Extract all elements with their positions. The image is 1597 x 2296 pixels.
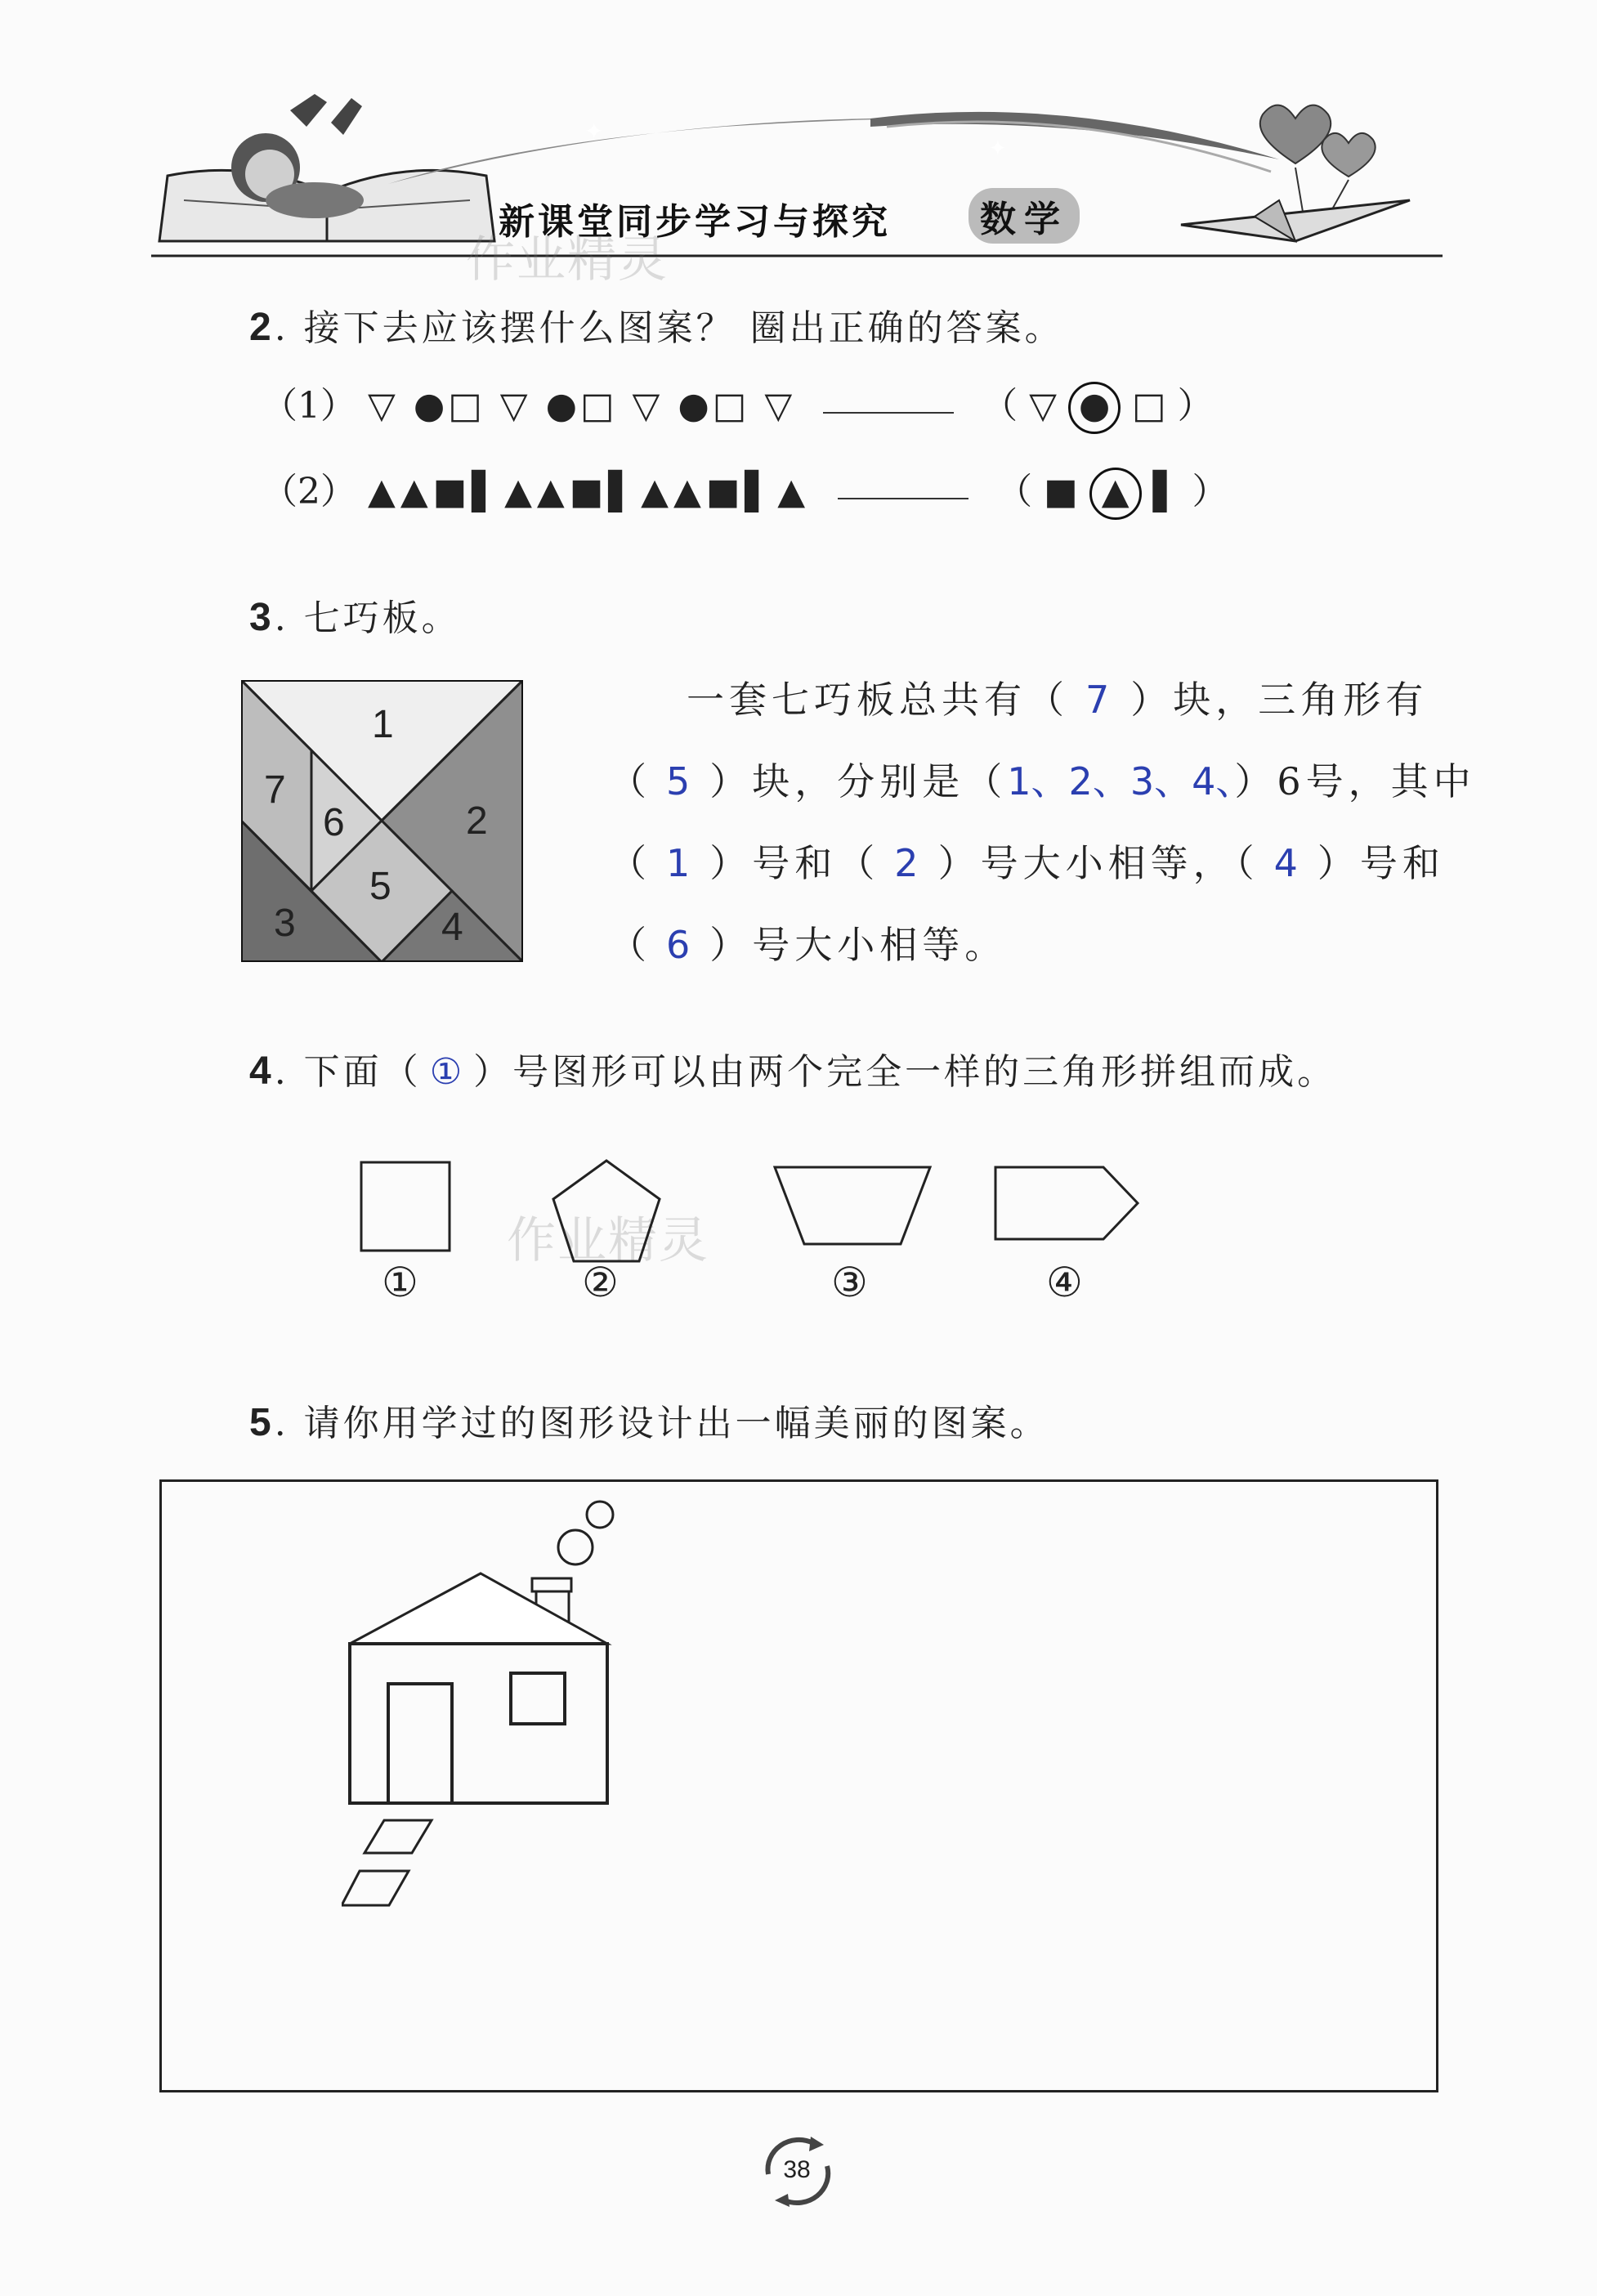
smoke-bubble <box>587 1502 613 1528</box>
svg-text:✦: ✦ <box>584 118 604 145</box>
answer-blank <box>838 490 968 499</box>
page-number-badge <box>752 2133 842 2207</box>
piece-label: 2 <box>466 799 488 843</box>
piece-label: 4 <box>441 906 463 949</box>
option: ■ <box>1044 471 1078 512</box>
shape-square <box>361 1162 450 1251</box>
shape-label: ④ <box>1046 1259 1083 1306</box>
option: ▽ <box>1029 385 1058 427</box>
stepping-stone <box>342 1871 409 1905</box>
answer: 7 <box>1085 678 1115 722</box>
q2-row-1: （1） ▽ ●□ ▽ ●□ ▽ ●□ ▽ （ ▽ ● □ ） <box>262 376 1214 434</box>
pattern-sequence: ▲▲■▌▲▲■▌▲▲■▌▲ <box>368 471 811 512</box>
row-label: （2） <box>262 471 356 512</box>
tangram-figure <box>241 680 523 962</box>
q3-line-4: （ 6 ）号大小相等。 <box>609 923 1008 967</box>
option: ● <box>1078 385 1111 427</box>
option: □ <box>1132 385 1166 427</box>
q3-line-1: 一套七巧板总共有（ 7 ）块，三角形有 <box>687 678 1429 722</box>
page-header <box>151 78 1443 266</box>
question-number: 3 <box>249 596 275 639</box>
option-circled <box>1068 382 1121 434</box>
chimney <box>532 1578 571 1591</box>
answer-blank <box>823 404 954 414</box>
answer: 1 <box>666 841 696 885</box>
answer: 5 <box>666 759 696 803</box>
q3-line-2: （ 5 ）块，分别是（1、2、3、4、）6号，其中 <box>609 759 1476 803</box>
answer: ① <box>429 1051 466 1093</box>
piece-label: 1 <box>372 703 394 746</box>
question-number: 4 <box>249 1050 275 1093</box>
piece-label: 5 <box>369 865 391 908</box>
smoke-bubble <box>558 1530 593 1564</box>
piece-label: 7 <box>264 768 286 812</box>
page-number: 38 <box>783 2156 811 2183</box>
shape-pentagon <box>553 1161 660 1261</box>
book-title: 新课堂同步学习与探究 <box>499 201 891 243</box>
option-circled <box>1089 468 1142 520</box>
house-drawing <box>342 1482 750 1940</box>
q3-line-3: （ 1 ）号和（ 2 ）号大小相等，（ 4 ）号和 <box>609 841 1445 885</box>
question-5 <box>249 1394 1049 1446</box>
piece-label: 3 <box>274 902 296 945</box>
q2-row-2: （2） ▲▲■▌▲▲■▌▲▲■▌▲ （ ■ ▲ ▌ ） <box>262 462 1228 520</box>
answer: 1、2、3、4、 <box>1007 759 1235 803</box>
shape-label: ③ <box>831 1259 868 1306</box>
door <box>388 1684 452 1803</box>
answer: 6 <box>666 923 696 967</box>
question-text: . 请你用学过的图形设计出一幅美丽的图案。 <box>274 1403 1049 1444</box>
question-number: 2 <box>249 306 275 349</box>
svg-text:✦: ✦ <box>989 137 1007 161</box>
subject-badge: 数学 <box>968 188 1080 244</box>
answer: 4 <box>1273 841 1303 885</box>
question-2 <box>249 298 1064 351</box>
pattern-sequence: ▽ ●□ ▽ ●□ ▽ ●□ ▽ <box>368 385 796 427</box>
question-number: 5 <box>249 1401 275 1444</box>
stepping-stone <box>365 1820 432 1853</box>
watermark: 作业精灵 <box>466 231 669 289</box>
shape-trapezoid <box>775 1167 930 1244</box>
option: ▲ <box>1101 471 1130 512</box>
shape-label: ① <box>382 1259 418 1306</box>
piece-label: 6 <box>323 801 345 844</box>
question-text: . 接下去应该摆什么图案？ 圈出正确的答案。 <box>274 307 1064 349</box>
option: ▌ <box>1152 471 1181 512</box>
drawing-box <box>159 1479 1438 2092</box>
question-text: . 七巧板。 <box>274 597 461 639</box>
shape-label: ② <box>582 1259 619 1306</box>
row-label: （1） <box>262 385 356 427</box>
question-3 <box>249 589 461 641</box>
window <box>511 1673 565 1724</box>
question-4: 4. 下面（ ① ）号图形可以由两个完全一样的三角形拼组而成。 <box>249 1050 1337 1093</box>
shape-arrow-pentagon <box>995 1167 1138 1239</box>
answer: 2 <box>894 841 924 885</box>
watermark: 作业精灵 <box>507 1212 709 1269</box>
